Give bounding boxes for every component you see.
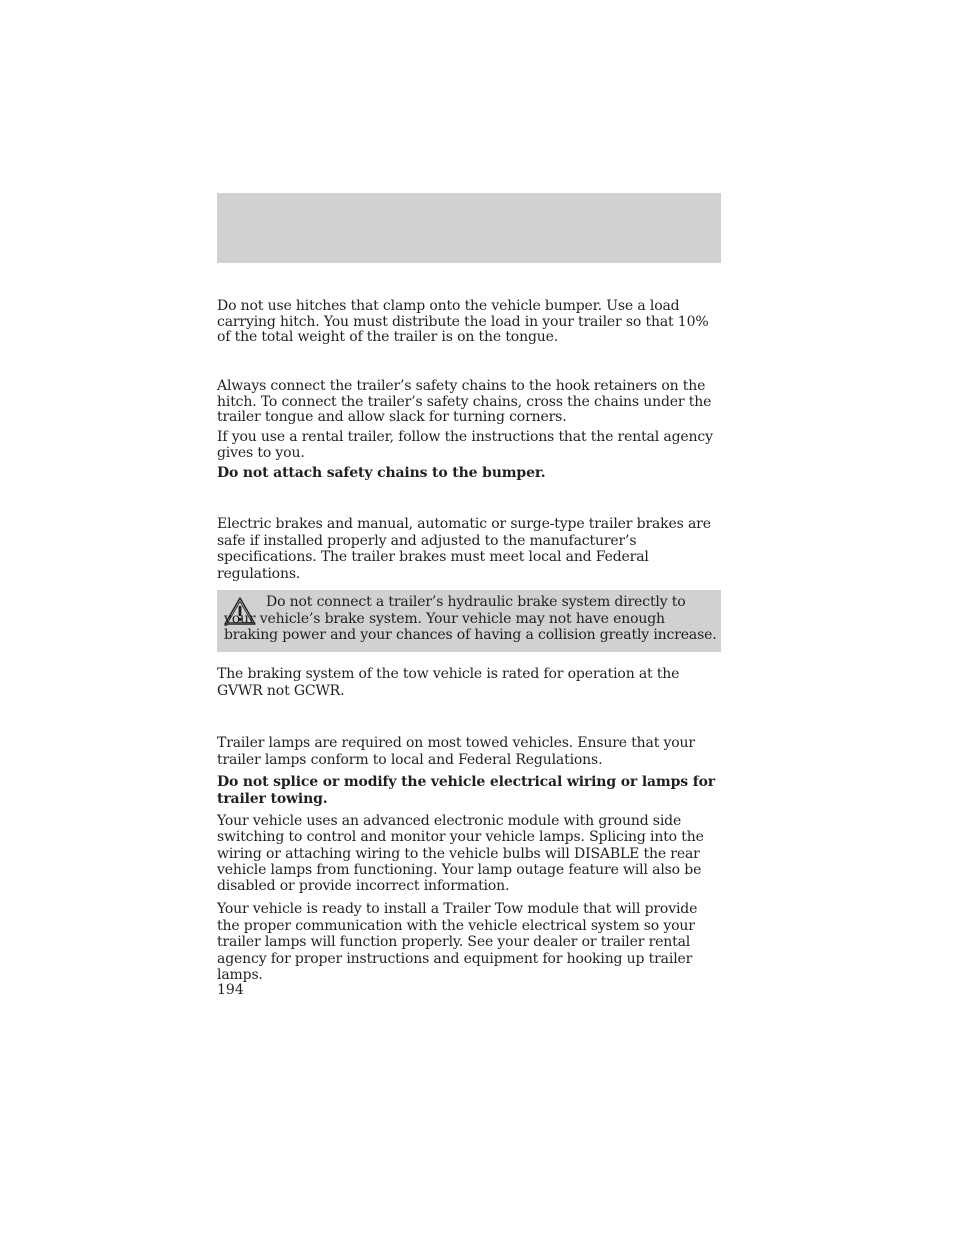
paragraph-splice-warning: Do not splice or modify the vehicle electrical wiring or lamps for trailer towing.	[217, 774, 715, 807]
paragraph-trailer-brakes: Electric brakes and manual, automatic or surge-type trailer brakes are safe if installed properly and adjusted to the manufacturer’s specifications. The trailer brakes must meet local and Federal regulations.	[217, 516, 711, 582]
chapter-header-band	[217, 193, 721, 263]
paragraph-trailer-lamps: Trailer lamps are required on most towed vehicles. Ensure that your trailer lamps conform to local and Federal Regulations.	[217, 735, 695, 768]
paragraph-hitch: Do not use hitches that clamp onto the vehicle bumper. Use a load carrying hitch. You must distribute the load in your trailer so that 10% of the total weight of the trailer is on the tongue.	[217, 298, 709, 345]
paragraph-braking-system: The braking system of the tow vehicle is rated for operation at the GVWR not GCWR.	[217, 666, 680, 699]
paragraph-rental-trailer: If you use a rental trailer, follow the instructions that the rental agency gives to you.	[217, 429, 713, 461]
paragraph-safety-chains: Always connect the trailer’s safety chains to the hook retainers on the hitch. To connect the trailer’s safety chains, cross the chains under the trailer tongue and allow slack for turning corners.	[217, 378, 712, 425]
paragraph-trailer-tow-module: Your vehicle is ready to install a Trailer Tow module that will provide the proper communication with the vehicle electrical system so your trailer lamps will function properly. See your dealer or trailer rental agency for proper instructions and equipment for hooking up trailer lamps.	[217, 901, 698, 983]
paragraph-chains-bumper-warning: Do not attach safety chains to the bumper.	[217, 465, 546, 481]
page-number: 194	[217, 982, 244, 998]
warning-text: Do not connect a trailer’s hydraulic brake system directly to your vehicle’s brake system. Your vehicle may not have enough braking power and your chances of having a collision greatly increase.	[224, 594, 717, 643]
warning-box	[217, 590, 721, 652]
paragraph-electronic-module: Your vehicle uses an advanced electronic module with ground side switching to control and monitor your vehicle lamps. Splicing into the wiring or attaching wiring to the vehicle bulbs will DISABLE the rear vehicle lamps from functioning. Your lamp outage feature will also be disabled or provide incorrect information.	[217, 813, 704, 895]
